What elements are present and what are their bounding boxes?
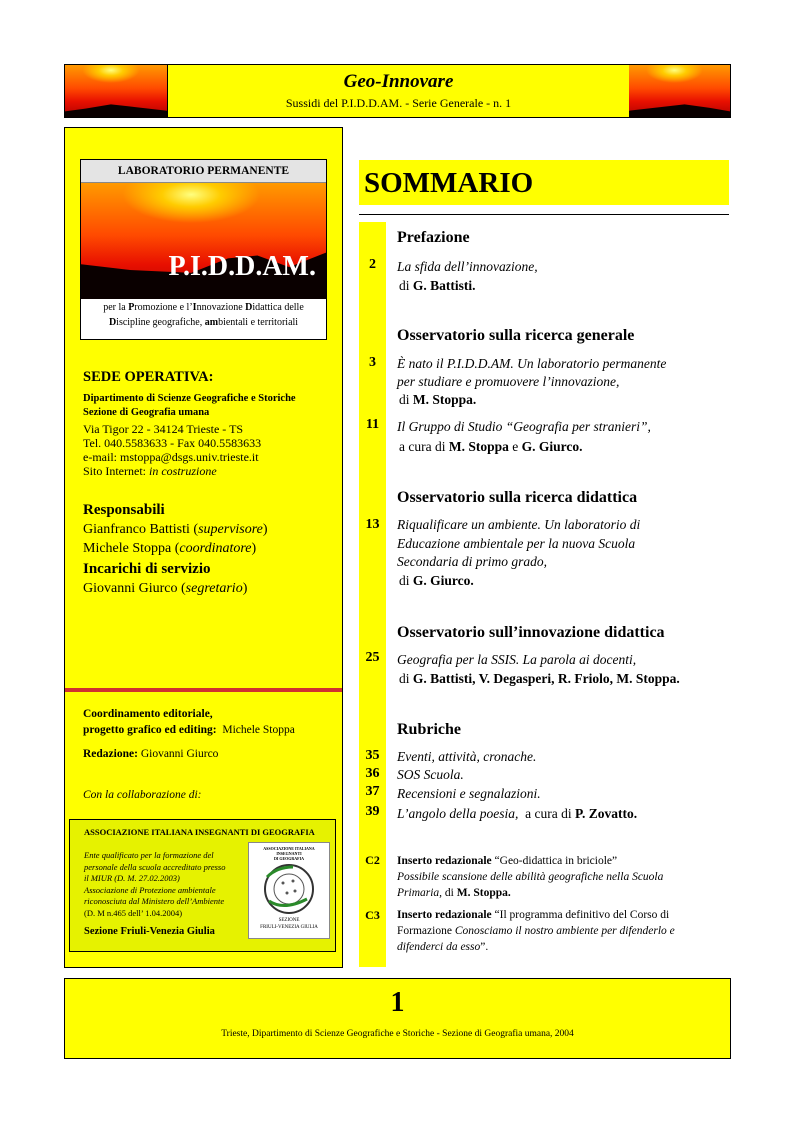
sommario-rule — [359, 214, 729, 215]
section-innovazione-heading: Osservatorio sull’innovazione didattica — [397, 624, 665, 641]
page-num-36: 36 — [365, 766, 380, 781]
aiig-logo-top3: DI GEOGRAFIA — [273, 856, 305, 861]
entry-ssis[interactable]: Geografia per la SSIS. La parola ai docenti, di G. Battisti, V. Degasperi, R. Friolo, M. Stoppa. — [397, 652, 680, 686]
aiig-box — [69, 819, 336, 952]
responsabili-heading: Responsabili — [83, 502, 165, 518]
header-text-panel — [167, 65, 630, 117]
section-prefazione-heading: Prefazione — [397, 229, 470, 246]
staff-giurco: Giovanni Giurco (segretario) — [83, 581, 248, 596]
aiig-section: Sezione Friuli-Venezia Giulia — [84, 926, 215, 937]
left-divider — [65, 688, 342, 692]
series-title: Geo-Innovare — [343, 71, 454, 92]
footer-caption: Trieste, Dipartimento di Scienze Geografiche e Storiche - Sezione di Geografia umana, 2004 — [221, 1029, 574, 1039]
entry-eventi[interactable]: Eventi, attività, cronache. — [397, 749, 537, 764]
sede-operativa — [83, 369, 333, 478]
lab-sunset-image — [81, 183, 326, 299]
sede-address: Via Tigor 22 - 34124 Trieste - TS — [83, 422, 244, 436]
collab-label: Con la collaborazione di: — [83, 789, 202, 801]
page-num-35: 35 — [365, 748, 380, 763]
left-column — [64, 127, 343, 968]
sommario-title: SOMMARIO — [364, 167, 534, 199]
lab-description: per la Promozione e l’Innovazione Didattica delle Discipline geografiche, ambientali e territoriali — [103, 302, 304, 328]
sede-phone: Tel. 040.5583633 - Fax 040.5583633 — [83, 436, 262, 450]
editorial-block — [83, 706, 338, 803]
section-rubriche-heading: Rubriche — [397, 721, 461, 738]
section-ricerca-generale-heading: Osservatorio sulla ricerca generale — [397, 327, 635, 344]
page-num-13: 13 — [365, 517, 380, 532]
sommario-title-bar — [359, 160, 729, 205]
aiig-logo-bottom1: SEZIONE — [278, 918, 300, 923]
entry-nato-piddam[interactable]: È nato il P.I.D.D.AM. Un laboratorio permanente per studiare e promuovere l’innovazione, di M. Stoppa. — [397, 356, 667, 407]
entry-inserto-c2[interactable]: Inserto redazionale “Geo-didattica in briciole” Possibile scansione delle abilità geografiche nella Scuola Primaria, di M. Stoppa. — [397, 855, 664, 899]
page-num-37: 37 — [365, 784, 380, 799]
staff-stoppa: Michele Stoppa (coordinatore) — [83, 541, 257, 556]
page-num-c3: C3 — [365, 908, 380, 922]
series-subtitle: Sussidi del P.I.D.D.AM. - Serie Generale - n. 1 — [285, 96, 512, 110]
issue-number: 1 — [390, 987, 405, 1018]
coord-line-2: progetto grafico ed editing: Michele Stoppa — [83, 724, 295, 736]
incarichi-heading: Incarichi di servizio — [83, 561, 211, 577]
sede-section: Sezione di Geografia umana — [83, 407, 210, 418]
aiig-logo-bottom2: FRIULI-VENEZIA GIULIA — [260, 925, 318, 930]
header-banner — [64, 64, 731, 118]
page-num-39: 39 — [365, 804, 380, 819]
lab-name: P.I.D.D.AM. — [168, 251, 316, 282]
entry-sos-scuola[interactable]: SOS Scuola. — [397, 767, 464, 782]
staff-battisti: Gianfranco Battisti (supervisore) — [83, 522, 268, 537]
page-num-3: 3 — [369, 355, 376, 370]
globe-icon — [249, 861, 329, 917]
staff-block — [83, 501, 338, 598]
sede-site: Sito Internet: in costruzione — [83, 464, 217, 478]
aiig-logo-top2: INSEGNANTI — [276, 851, 302, 856]
lab-title: LABORATORIO PERMANENTE — [81, 160, 326, 183]
aiig-title: ASSOCIAZIONE ITALIANA INSEGNANTI DI GEOGRAFIA — [84, 827, 315, 837]
entry-recensioni[interactable]: Recensioni e segnalazioni. — [397, 786, 541, 801]
entry-inserto-c3[interactable]: Inserto redazionale “Il programma definitivo del Corso di Formazione Conosciamo il nostro ambiente per difenderlo e difenderci da esso”. — [397, 909, 675, 953]
redazione-line: Redazione: Giovanni Giurco — [83, 748, 219, 760]
entry-gruppo-studio[interactable]: Il Gruppo di Studio “Geografia per stranieri”, a cura di M. Stoppa e G. Giurco. — [397, 419, 651, 454]
aiig-logo-top1: ASSOCIAZIONE ITALIANA — [263, 846, 315, 851]
coord-label-1: Coordinamento editoriale, — [83, 708, 213, 720]
entry-riqualificare[interactable]: Riqualificare un ambiente. Un laboratorio di Educazione ambientale per la nuova Scuola Secondaria di primo grado, di G. Giurco. — [397, 517, 641, 588]
page-num-25: 25 — [365, 650, 380, 665]
page-num-c2: C2 — [365, 853, 380, 867]
entry-sfida[interactable]: La sfida dell’innovazione, di G. Battisti. — [397, 259, 538, 293]
entry-poesia[interactable]: L’angolo della poesia, a cura di P. Zovatto. — [397, 806, 638, 821]
sede-email[interactable]: e-mail: mstoppa@dsgs.univ.trieste.it — [83, 450, 259, 464]
footer-box — [64, 978, 731, 1059]
aiig-logo — [248, 842, 330, 939]
section-ricerca-didattica-heading: Osservatorio sulla ricerca didattica — [397, 489, 638, 506]
lab-logo-box — [80, 159, 327, 340]
sunset-image-left — [65, 65, 167, 117]
sede-heading: SEDE OPERATIVA: — [83, 369, 214, 385]
page-num-11: 11 — [365, 417, 380, 432]
page-num-2: 2 — [369, 257, 376, 272]
aiig-text: Ente qualificato per la formazione del personale della scuola accreditato presso il MIUR (D. M. 27.02.2003) Associazione di Protezione ambientale riconosciuta dal Ministero dell’Ambiente (D. M n.465 dell’ 1.04.2004) — [84, 850, 226, 918]
sede-dept: Dipartimento di Scienze Geografiche e Storiche — [83, 393, 296, 404]
sunset-image-right — [629, 65, 730, 117]
